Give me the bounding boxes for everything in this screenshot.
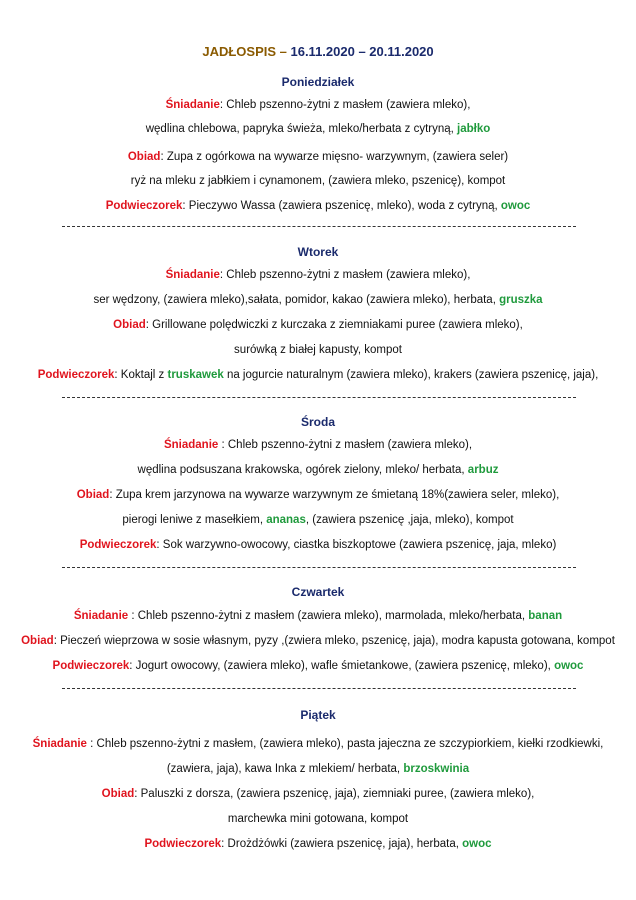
fruit-highlight: brzoskwinia	[403, 763, 470, 775]
meal-label: Podwieczorek	[144, 838, 222, 850]
menu-line	[0, 438, 636, 452]
menu-line: marchewka mini gotowana, kompot	[227, 813, 409, 825]
meal-label: Obiad	[76, 489, 110, 501]
menu-line: ser wędzony, (zawiera mleko),sałata, pomidor, kakao (zawiera mleko), herbata, gruszka	[93, 294, 543, 306]
day-heading-wednesday: Środa	[300, 415, 335, 429]
fruit-highlight: gruszka	[499, 294, 543, 306]
meal-label: Śniadanie	[165, 99, 220, 111]
day-separator	[62, 567, 576, 568]
meal-label: Podwieczorek	[37, 369, 115, 381]
menu-line: ryż na mleku z jabłkiem i cynamonem, (zawiera mleko, pszenicę), kompot	[130, 175, 506, 187]
menu-line	[0, 634, 636, 648]
menu-line: surówką z białej kapusty, kompot	[234, 344, 402, 356]
fruit-highlight: owoc	[462, 838, 492, 850]
meal-label: Podwieczorek	[79, 539, 157, 551]
meal-label: Śniadanie	[163, 439, 219, 451]
menu-line	[0, 150, 636, 164]
day-heading-thursday: Czwartek	[291, 585, 345, 599]
menu-line	[0, 737, 636, 751]
menu-line: wędlina podsuszana krakowska, ogórek zielony, mleko/ herbata, arbuz	[137, 464, 499, 476]
title-prefix: JADŁOSPIS –	[202, 44, 291, 59]
menu-line	[0, 199, 636, 213]
menu-line: wędlina chlebowa, papryka świeża, mleko/herbata z cytryną, jabłko	[145, 123, 491, 135]
meal-text: : Zupa krem jarzynowa na wywarze warzywnym ze śmietaną 18%(zawiera seler, mleko),	[109, 489, 560, 501]
meal-text: : Paluszki z dorsza, (zawiera pszenicę, jaja), ziemniaki puree, (zawiera mleko),	[134, 788, 535, 800]
menu-line	[0, 318, 636, 332]
meal-text: : Chleb pszenno-żytni z masłem, (zawiera mleko), pasta jajeczna ze szczypiorkiem, kiełki rzodkiewki,	[86, 738, 604, 750]
meal-text: : Chleb pszenno-żytni z masłem (zawiera mleko),	[218, 439, 473, 451]
day-heading-monday: Poniedziałek	[281, 75, 355, 89]
meal-label: Obiad	[113, 319, 146, 331]
meal-text: : Drożdżówki (zawiera pszenicę, jaja), herbata, owoc	[221, 838, 492, 850]
menu-line	[0, 659, 636, 673]
meal-label: Podwieczorek	[52, 660, 130, 672]
meal-text: : Zupa z ogórkowa na wywarze mięsno- warzywnym, (zawiera seler)	[160, 151, 509, 163]
menu-line	[0, 787, 636, 801]
fruit-highlight: owoc	[554, 660, 584, 672]
meal-text: : Pieczeń wieprzowa w sosie własnym, pyzy ,(zwiera mleko, pszenicę, jaja), modra kapusta gotowana, kompot	[53, 635, 615, 647]
meal-label: Obiad	[127, 151, 161, 163]
meal-label: Podwieczorek	[105, 200, 183, 212]
day-heading-friday: Piątek	[300, 708, 336, 722]
menu-line	[0, 98, 636, 112]
meal-text: : Sok warzywno-owocowy, ciastka biszkoptowe (zawiera pszenicę, jaja, mleko)	[156, 539, 557, 551]
menu-line	[0, 837, 636, 851]
fruit-highlight: arbuz	[467, 464, 499, 476]
meal-label: Obiad	[101, 788, 135, 800]
meal-label: Śniadanie	[73, 610, 129, 622]
meal-text: : Pieczywo Wassa (zawiera pszenicę, mleko), woda z cytryną, owoc	[182, 200, 531, 212]
title-dates: 16.11.2020 – 20.11.2020	[290, 44, 434, 59]
fruit-highlight: ananas	[266, 514, 306, 526]
fruit-highlight: banan	[528, 610, 563, 622]
menu-line	[0, 488, 636, 502]
menu-line: pierogi leniwe z masełkiem, ananas, (zawiera pszenicę ,jaja, mleko), kompot	[122, 514, 514, 526]
fruit-highlight: owoc	[500, 200, 531, 212]
meal-label: Śniadanie	[32, 738, 87, 750]
meal-label: Obiad	[21, 635, 54, 647]
meal-text: : Koktajl z truskawek na jogurcie naturalnym (zawiera mleko), krakers (zawiera pszenicę, jaja),	[114, 369, 599, 381]
page-title	[0, 44, 636, 59]
day-heading-tuesday: Wtorek	[297, 245, 339, 259]
menu-line	[0, 368, 636, 382]
day-separator	[62, 397, 576, 398]
menu-line: (zawiera, jaja), kawa Inka z mlekiem/ herbata, brzoskwinia	[166, 763, 470, 775]
meal-text: : Grillowane polędwiczki z kurczaka z ziemniakami puree (zawiera mleko),	[145, 319, 523, 331]
menu-line	[0, 268, 636, 282]
meal-text: : Jogurt owocowy, (zawiera mleko), wafle śmietankowe, (zawiera pszenicę, mleko), owoc	[129, 660, 584, 672]
meal-text: : Chleb pszenno-żytni z masłem (zawiera mleko),	[219, 99, 471, 111]
day-separator	[62, 226, 576, 227]
meal-label: Śniadanie	[165, 269, 220, 281]
fruit-highlight: truskawek	[167, 369, 224, 381]
menu-line	[0, 609, 636, 623]
menu-line	[0, 538, 636, 552]
meal-text: : Chleb pszenno-żytni z masłem (zawiera mleko), marmolada, mleko/herbata, banan	[128, 610, 563, 622]
fruit-highlight: jabłko	[457, 123, 491, 135]
meal-text: : Chleb pszenno-żytni z masłem (zawiera mleko),	[219, 269, 471, 281]
day-separator	[62, 688, 576, 689]
